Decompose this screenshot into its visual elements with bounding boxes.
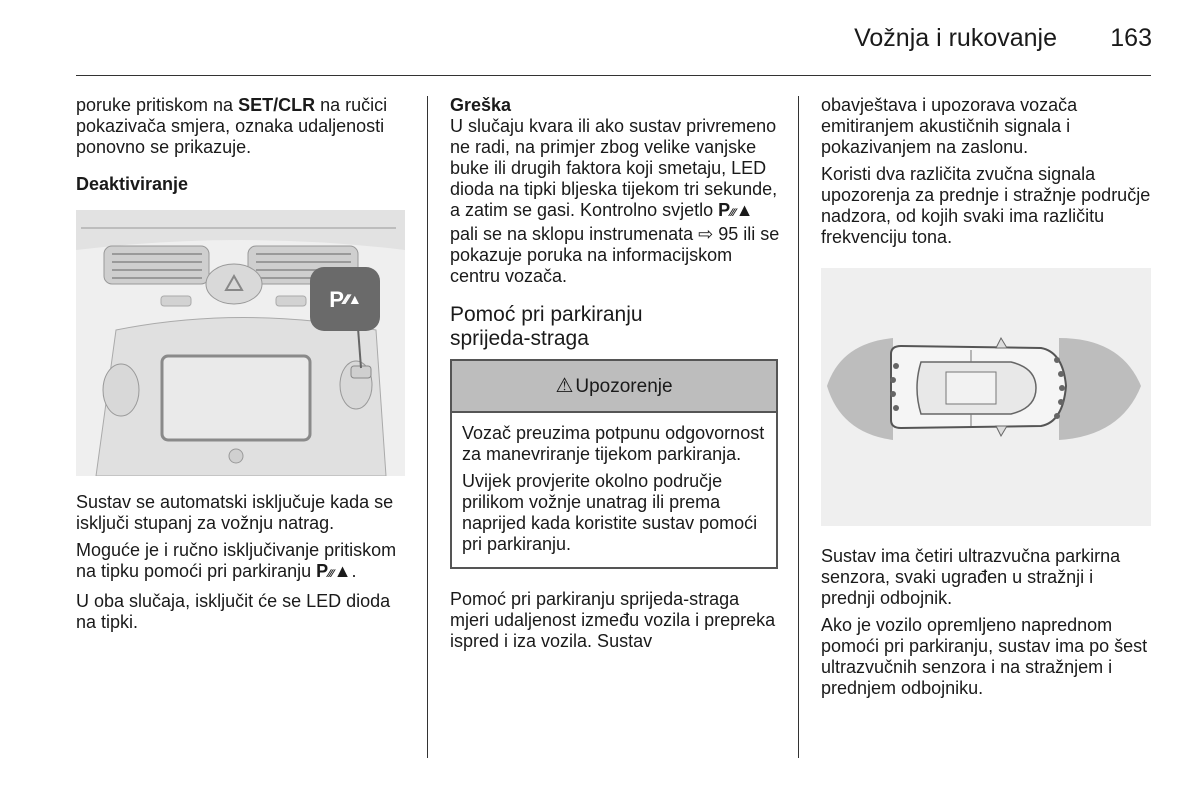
paragraph: Moguće je i ručno isključivanje pritiskom na tipku pomoći pri parkiranju P∕∕∕▲. xyxy=(76,540,397,581)
warning-body xyxy=(452,413,776,567)
paragraph: obavještava i upozorava vozača emitiranjem akustičnih signala i pokazivanjem na zaslonu. xyxy=(821,95,1078,157)
text: U slučaju kvara ili ako sustav privremeno ne radi, na primjer zbog velike vanjske buke ili drugih faktora koji smetaju, LED dioda na tipki bljeska tijekom tri sekunde, a zatim se gasi. Kontrolno svjetlo xyxy=(450,116,778,220)
subheading-deactivation: Deaktiviranje xyxy=(76,174,189,194)
section-heading: Pomoć pri parkiranju sprijeda-straga xyxy=(450,303,643,350)
paragraph: Pomoć pri parkiranju sprijeda-straga mjeri udaljenost između vozila i prepreka ispred i iza vozila. Sustav xyxy=(450,589,776,651)
column-divider-1 xyxy=(427,96,428,758)
paragraph: U oba slučaja, isključit će se LED dioda na tipki. xyxy=(76,591,391,632)
park-assist-icon: ∕∕∕▲ xyxy=(343,290,361,307)
text: na ručici pokazivača smjera, oznaka udaljenosti ponovno se prikazuje. xyxy=(76,95,388,157)
paragraph: Ako je vozilo opremljeno naprednom pomoći pri parkiranju, sustav ima po šest ultrazvučnih senzora i na stražnjem i prednjem odbojniku. xyxy=(821,615,1148,698)
paragraph: Koristi dva različita zvučna signala upozorenja za prednje i stražnje područje nadzora, od kojih svaki ima različitu frekvenciju tona. xyxy=(821,164,1151,247)
paragraph xyxy=(450,116,780,287)
text: Moguće je i ručno isključivanje pritiskom na tipku pomoći pri parkiranju xyxy=(76,540,397,581)
set-clr-label: SET/CLR xyxy=(238,95,316,115)
paragraph xyxy=(76,95,408,158)
parking-sensor-zones-illustration xyxy=(821,268,1151,526)
page-reference-arrow-icon: ⇨ xyxy=(698,224,714,244)
warning-paragraph: Uvijek provjerite okolno područje prilikom vožnje unatrag ili prema naprijed kada koristite sustav pomoći pri parkiranju. xyxy=(462,471,758,554)
sensor-zones-drawing xyxy=(821,268,1151,526)
text: pali se na sklopu instrumenata xyxy=(450,224,699,244)
warning-box xyxy=(450,359,778,569)
subheading-fault: Greška xyxy=(450,95,512,115)
park-assist-button-callout xyxy=(310,267,380,331)
column-3 xyxy=(821,95,1151,705)
running-header-title: Vožnja i rukovanje xyxy=(854,24,1057,52)
page-number: 163 xyxy=(1110,24,1152,52)
paragraph: Sustav se automatski isključuje kada se isključi stupanj za vožnju natrag. xyxy=(76,492,394,533)
text: poruke pritiskom na xyxy=(76,95,239,115)
column-2 xyxy=(450,95,780,658)
header-rule xyxy=(76,75,1151,76)
button-label: P xyxy=(329,286,344,312)
text: 95 ili se pokazuje poruka na informacijskom centru vozača. xyxy=(450,224,780,286)
warning-title: Upozorenje xyxy=(575,375,673,397)
park-assist-icon: P∕∕∕▲ xyxy=(718,200,754,220)
park-assist-icon: P∕∕∕▲ xyxy=(316,561,352,581)
paragraph: Sustav ima četiri ultrazvučna parkirna senzora, svaki ugrađen u stražnji i prednji odbojnik. xyxy=(821,546,1121,608)
column-divider-2 xyxy=(798,96,799,758)
dashboard-drawing xyxy=(76,210,405,476)
warning-header xyxy=(452,361,776,413)
dashboard-illustration xyxy=(76,210,405,476)
column-1 xyxy=(76,95,408,639)
warning-paragraph: Vozač preuzima potpunu odgovornost za manevriranje tijekom parkiranja. xyxy=(462,423,765,464)
warning-triangle-icon: ⚠ xyxy=(555,374,574,397)
